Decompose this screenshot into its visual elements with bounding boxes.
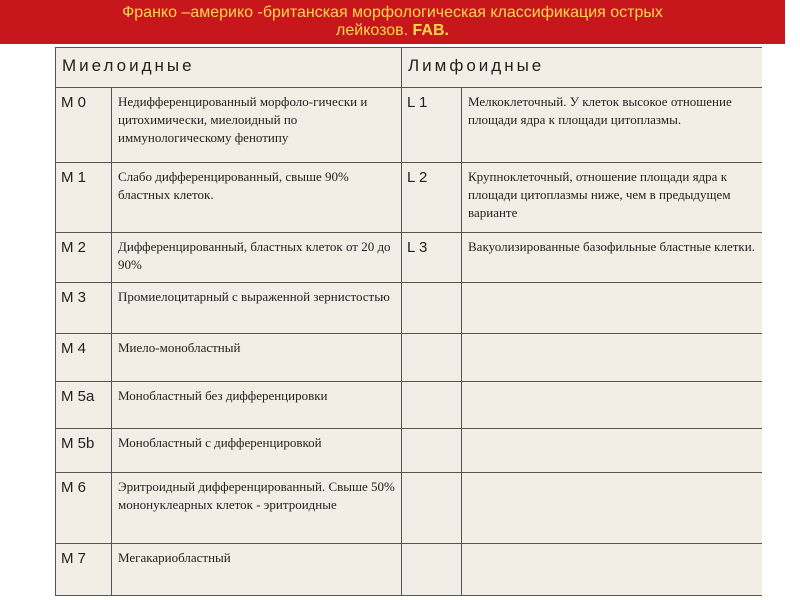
title-line-1: Франко –америко -британская морфологическая классификация острых	[122, 4, 663, 21]
myeloid-code: M 5b	[56, 429, 112, 473]
table-row	[56, 382, 763, 429]
header-myeloid: Миелоидные	[56, 48, 402, 88]
lymphoid-description	[462, 429, 763, 473]
lymphoid-code	[402, 334, 462, 382]
lymphoid-code	[402, 283, 462, 334]
lymphoid-description	[462, 382, 763, 429]
myeloid-description: Дифференцированный, бластных клеток от 20 до 90%	[112, 233, 402, 283]
table-row	[56, 429, 763, 473]
lymphoid-description: Крупноклеточный, отношение площади ядра к площади цитоплазмы ниже, чем в предыдущем варианте	[462, 163, 763, 233]
myeloid-description: Монобластный без дифференцировки	[112, 382, 402, 429]
myeloid-code: M 1	[56, 163, 112, 233]
myeloid-description: Мегакариобластный	[112, 544, 402, 596]
myeloid-code: M 7	[56, 544, 112, 596]
lymphoid-code	[402, 544, 462, 596]
lymphoid-description	[462, 283, 763, 334]
myeloid-code: M 0	[56, 88, 112, 163]
title-line-2-text: лейкозов.	[336, 22, 413, 39]
table-row	[56, 283, 763, 334]
table-row	[56, 473, 763, 544]
lymphoid-description: Мелкоклеточный. У клеток высокое отношение площади ядра к площади цитоплазмы.	[462, 88, 763, 163]
myeloid-code: M 5a	[56, 382, 112, 429]
myeloid-description: Недифференцированный морфоло-гически и цитохимически, миелоидный по иммунологическому фенотипу	[112, 88, 402, 163]
lymphoid-description: Вакуолизированные базофильные бластные клетки.	[462, 233, 763, 283]
header-lymphoid: Лимфоидные	[402, 48, 763, 88]
myeloid-code: M 2	[56, 233, 112, 283]
lymphoid-code: L 3	[402, 233, 462, 283]
lymphoid-description	[462, 334, 763, 382]
myeloid-code: M 4	[56, 334, 112, 382]
lymphoid-code	[402, 429, 462, 473]
myeloid-description: Миело-монобластный	[112, 334, 402, 382]
table-row	[56, 334, 763, 382]
lymphoid-code: L 2	[402, 163, 462, 233]
fab-classification-table	[55, 47, 762, 596]
classification-table-container	[55, 47, 762, 600]
myeloid-description: Эритроидный дифференцированный. Свыше 50% мононуклеарных клеток - эритроидные	[112, 473, 402, 544]
myeloid-code: M 6	[56, 473, 112, 544]
myeloid-code: M 3	[56, 283, 112, 334]
table-row	[56, 163, 763, 233]
myeloid-description: Слабо дифференцированный, свыше 90% бластных клеток.	[112, 163, 402, 233]
table-row	[56, 544, 763, 596]
title-fab-label: FAB.	[412, 22, 449, 39]
table-row	[56, 233, 763, 283]
table-header-row	[56, 48, 763, 88]
lymphoid-description	[462, 544, 763, 596]
lymphoid-code	[402, 473, 462, 544]
lymphoid-description	[462, 473, 763, 544]
slide-title	[0, 0, 785, 44]
table-row	[56, 88, 763, 163]
myeloid-description: Монобластный с дифференцировкой	[112, 429, 402, 473]
myeloid-description: Промиелоцитарный с выраженной зернистостью	[112, 283, 402, 334]
title-line-2	[0, 22, 785, 40]
lymphoid-code: L 1	[402, 88, 462, 163]
lymphoid-code	[402, 382, 462, 429]
